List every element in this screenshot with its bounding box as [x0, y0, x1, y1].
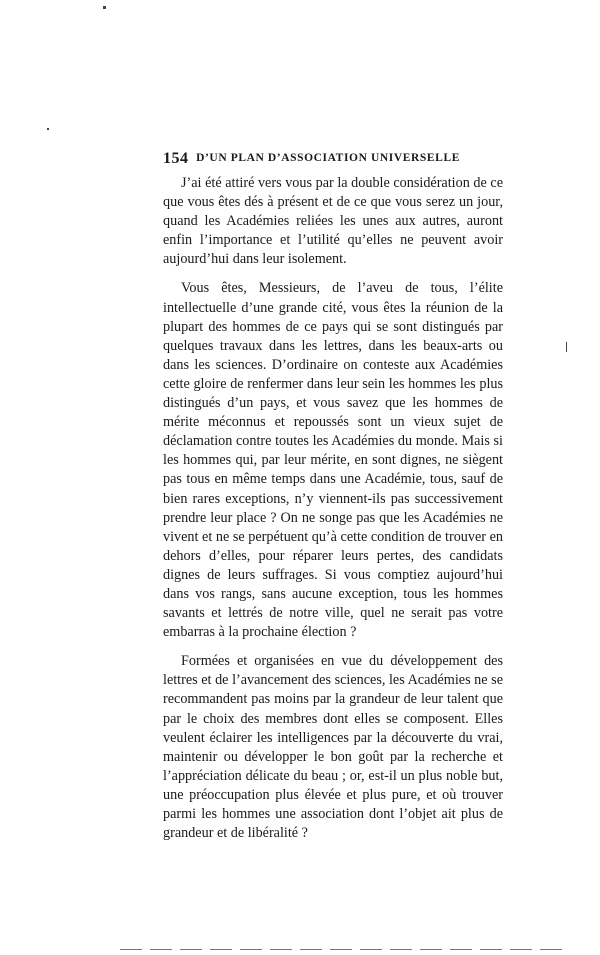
scan-line-dash — [120, 949, 142, 950]
scan-line-dash — [420, 949, 442, 950]
paragraph-3: Formées et organisées en vue du développement des lettres et de l’avancement des sciences, les Académies ne se recommandent pas moins par la grandeur de leur talent que par le choix des membres dont elles se composent. Elles veulent éclairer les intelligences par la découverte du vrai, maintenir ou développer le bon goût par la recherche et l’appréciation délicate du beau ; or, est-il un plus noble but, une préoccupation plus élevée et plus pure, et où trouver parmi les hommes une association dont l’objet ait plus de grandeur et de libéralité ? — [163, 653, 503, 842]
scan-line-dash — [330, 949, 352, 950]
scan-line-dash — [390, 949, 412, 950]
scan-speck-top — [103, 6, 106, 9]
scan-line-dash — [270, 949, 292, 950]
scan-speck-left — [47, 128, 49, 130]
scan-speck-right — [566, 342, 567, 352]
scan-line-dash — [210, 949, 232, 950]
scan-line-dash — [480, 949, 502, 950]
scan-line-dash — [510, 949, 532, 950]
scan-line-dash — [150, 949, 172, 950]
body-text — [163, 174, 503, 853]
scan-line-dash — [360, 949, 382, 950]
scan-line-dash — [450, 949, 472, 950]
scan-line-dash — [240, 949, 262, 950]
paragraph-1: J’ai été attiré vers vous par la double considération de ce que vous êtes dés à présent et de ce que vous serez un jour, quand les Académies reliées les unes aux autres, auront enfin l’importance et l’utilité qu’elles ne peuvent avoir aujourd’hui dans leur isolement. — [163, 175, 503, 268]
scan-line-dash — [540, 949, 562, 950]
page-header — [163, 150, 460, 170]
paragraph-2: Vous êtes, Messieurs, de l’aveu de tous, l’élite intellectuelle d’une grande cité, vous êtes la réunion de la plupart des hommes de ce pays qui se sont distingués par quelques travaux dans les lettres, dans les beaux-arts ou dans les sciences. D’ordinaire on conteste aux Académies cette gloire de renfermer dans leur sein les hommes les plus distingués d’un pays, et vous savez que les hommes de mérite méconnus et repoussés sont un vieux sujet de déclamation contre toutes les Académies du monde. Mais si les hommes qui, par leur mérite, en sont dignes, ne siègent pas tous en même temps dans une Académie, tous, sauf de bien rares exceptions, n’y viennent-ils pas successivement prendre leur place ? On ne songe pas que les Académies ne vivent et ne se perpétuent qu’à cette condition de trouver en dehors d’elles, pour réparer leurs pertes, des candidats dignes de leurs suffrages. Si vous comptiez aujourd’hui dans vos rangs, sans aucune exception, tous les hommes savants et lettrés de notre ville, quel ne serait pas votre embarras à la prochaine élection ? — [163, 280, 503, 641]
page-number: 154 — [163, 150, 189, 167]
running-title: D’UN PLAN D’ASSOCIATION UNIVERSELLE — [196, 152, 460, 164]
scan-line-dash — [180, 949, 202, 950]
scan-line-dash — [300, 949, 322, 950]
